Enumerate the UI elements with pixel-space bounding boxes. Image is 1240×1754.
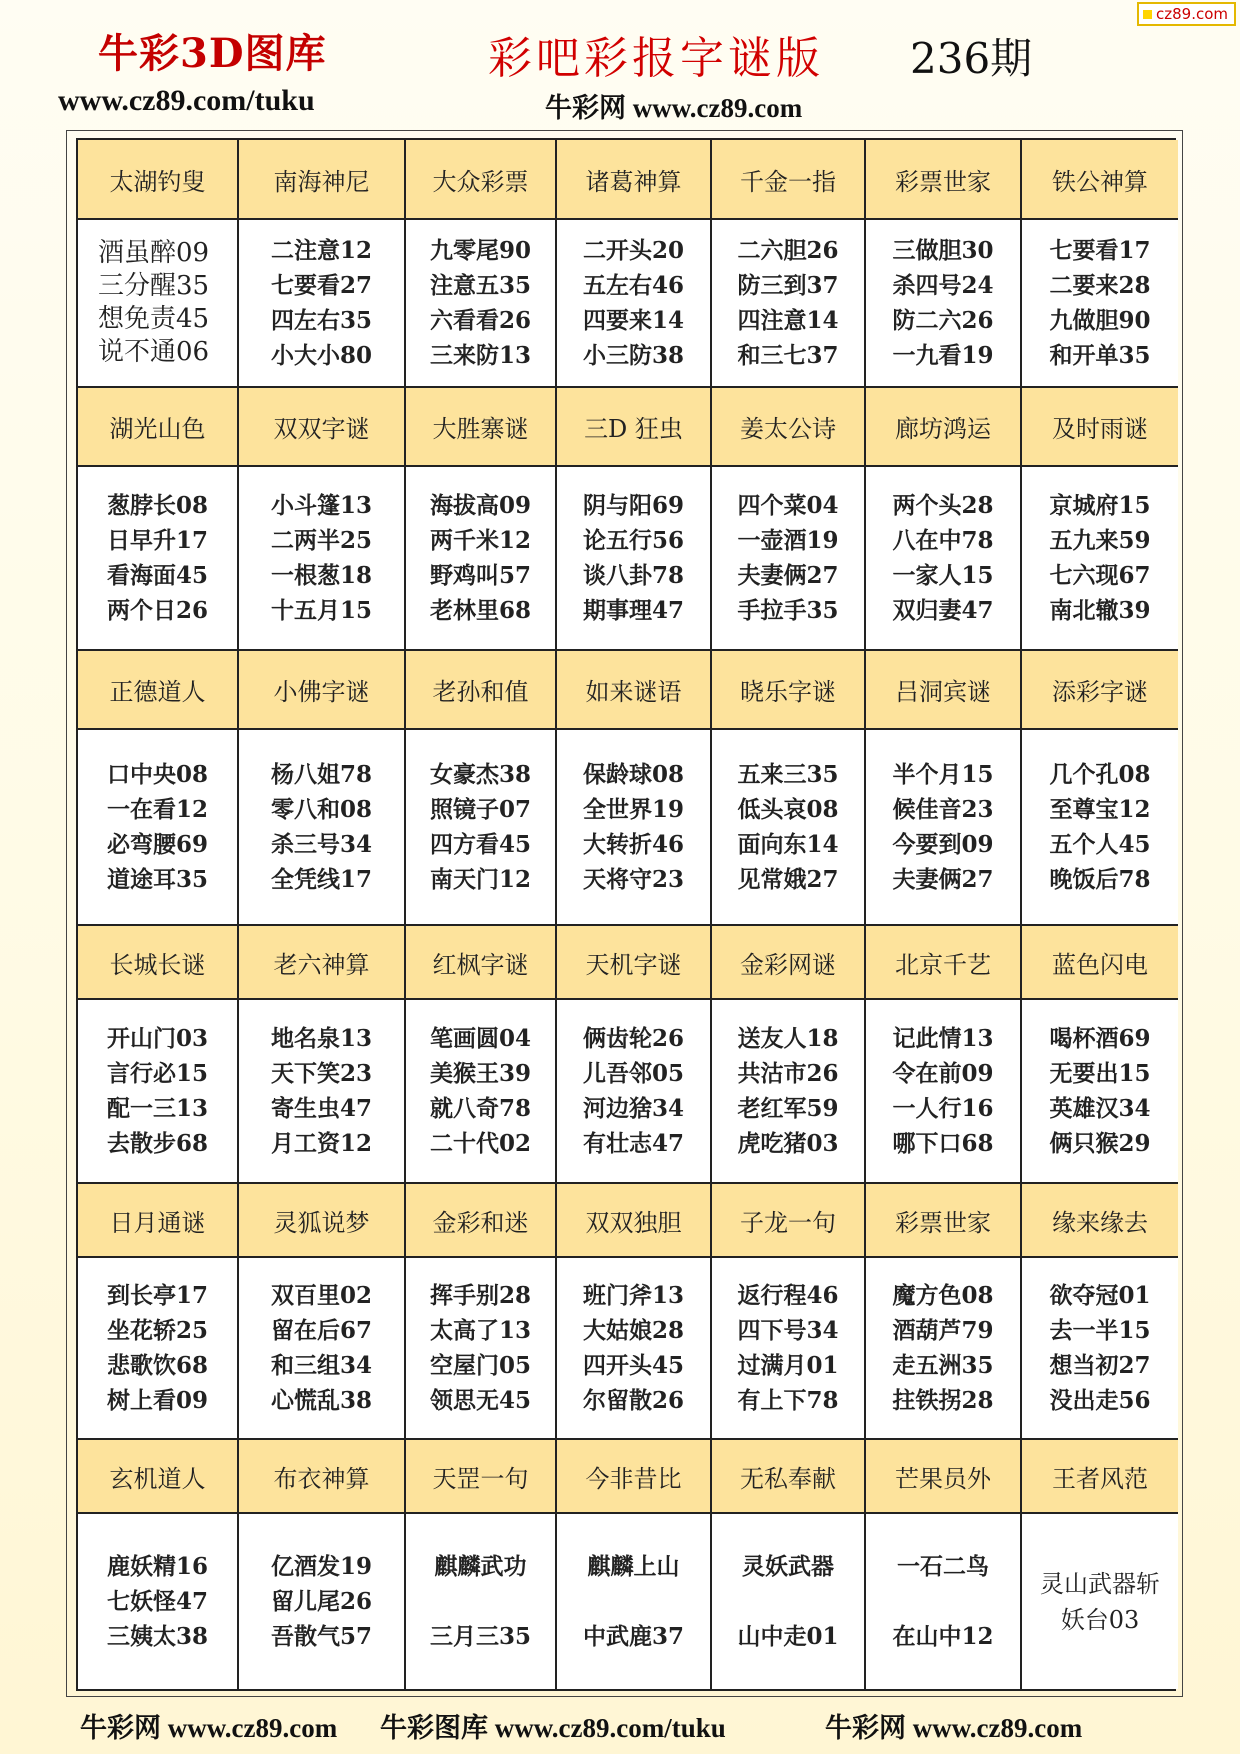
riddle-line: 儿吾邻05 xyxy=(582,1060,684,1087)
riddle-line: 酒虽醉09 xyxy=(98,238,210,268)
riddle-line: 麒麟武功 xyxy=(434,1553,527,1580)
riddle-line: 没出走56 xyxy=(1049,1387,1151,1414)
riddle-line: 杀四号24 xyxy=(892,272,994,299)
riddle-line: 记此情13 xyxy=(892,1025,994,1052)
riddle-cell xyxy=(1022,220,1178,388)
riddle-cell xyxy=(406,220,557,388)
column-header: 彩票世家 xyxy=(866,140,1022,220)
riddle-line: 小斗篷13 xyxy=(270,492,372,519)
riddle-line: 阴与阳69 xyxy=(582,492,684,519)
riddle-cell xyxy=(557,1258,712,1440)
riddle-line: 三来防13 xyxy=(429,342,531,369)
column-header: 小佛字谜 xyxy=(239,651,406,730)
riddle-cell xyxy=(239,730,406,926)
column-header: 三D 狂虫 xyxy=(557,388,712,467)
riddle-line: 三分醒35 xyxy=(98,271,210,301)
riddle-line: 和三组34 xyxy=(270,1352,372,1379)
riddle-cell xyxy=(557,1514,712,1689)
riddle-line: 走五洲35 xyxy=(892,1352,994,1379)
riddle-line: 九零尾90 xyxy=(429,237,531,264)
riddle-line: 道途耳35 xyxy=(106,866,208,893)
riddle-cell xyxy=(866,730,1022,926)
riddle-line: 谈八卦78 xyxy=(582,562,684,589)
riddle-line: 过满月01 xyxy=(737,1352,839,1379)
column-header: 老六神算 xyxy=(239,926,406,1000)
riddle-cell xyxy=(78,1514,239,1689)
riddle-line: 南北辙39 xyxy=(1049,597,1151,624)
riddle-cell xyxy=(866,1514,1022,1689)
column-header: 正德道人 xyxy=(78,651,239,730)
header-site-url[interactable]: 牛彩网 www.cz89.com xyxy=(545,93,803,123)
riddle-line: 一在看12 xyxy=(106,796,208,823)
column-header: 玄机道人 xyxy=(78,1440,239,1514)
riddle-line: 无要出15 xyxy=(1049,1060,1151,1087)
riddle-line: 必弯腰69 xyxy=(106,831,208,858)
riddle-line: 四个菜04 xyxy=(737,492,839,519)
riddle-line: 面向东14 xyxy=(737,831,839,858)
riddle-line: 五个人45 xyxy=(1049,831,1151,858)
column-header: 彩票世家 xyxy=(866,1184,1022,1258)
riddle-line: 四下号34 xyxy=(737,1317,839,1344)
column-header: 金彩网谜 xyxy=(712,926,866,1000)
riddle-line: 亿酒发19 xyxy=(270,1553,372,1580)
riddle-cell xyxy=(239,1000,406,1184)
riddle-cell xyxy=(712,1000,866,1184)
column-header: 如来谜语 xyxy=(557,651,712,730)
riddle-line: 尔留散26 xyxy=(582,1387,684,1414)
brand-title: 牛彩3D图库 xyxy=(98,30,327,77)
column-header: 无私奉献 xyxy=(712,1440,866,1514)
riddle-line: 留儿尾26 xyxy=(270,1588,372,1615)
column-header: 晓乐字谜 xyxy=(712,651,866,730)
riddle-line: 女豪杰38 xyxy=(429,761,531,788)
column-header: 日月通谜 xyxy=(78,1184,239,1258)
riddle-line: 寄生虫47 xyxy=(270,1095,372,1122)
riddle-line: 山中走01 xyxy=(737,1623,839,1650)
riddle-line: 令在前09 xyxy=(892,1060,994,1087)
riddle-line: 防二六26 xyxy=(892,307,994,334)
riddle-line: 挥手别28 xyxy=(429,1282,531,1309)
column-header: 老孙和值 xyxy=(406,651,557,730)
column-header: 长城长谜 xyxy=(78,926,239,1000)
riddle-line: 河边猞34 xyxy=(582,1095,684,1122)
riddle-line: 二开头20 xyxy=(582,237,684,264)
riddle-line: 言行必15 xyxy=(106,1060,208,1087)
riddle-line: 留在后67 xyxy=(270,1317,372,1344)
riddle-line: 两个日26 xyxy=(106,597,208,624)
column-header: 缘来缘去 xyxy=(1022,1184,1178,1258)
riddle-line: 小三防38 xyxy=(582,342,684,369)
riddle-line: 三月三35 xyxy=(429,1623,531,1650)
riddle-line: 去散步68 xyxy=(106,1130,208,1157)
riddle-line: 今要到09 xyxy=(892,831,994,858)
riddle-cell xyxy=(866,467,1022,651)
riddle-line: 共沽市26 xyxy=(737,1060,839,1087)
riddle-line: 哪下口68 xyxy=(892,1130,994,1157)
column-header: 南海神尼 xyxy=(239,140,406,220)
riddle-line: 班门斧13 xyxy=(582,1282,684,1309)
riddle-line: 俩齿轮26 xyxy=(582,1025,684,1052)
riddle-line: 候佳音23 xyxy=(892,796,994,823)
column-header: 大胜寨谜 xyxy=(406,388,557,467)
riddle-line: 返行程46 xyxy=(737,1282,839,1309)
riddle-line: 照镜子07 xyxy=(429,796,531,823)
riddle-line: 见常娥27 xyxy=(737,866,839,893)
riddle-line: 七要看17 xyxy=(1049,237,1151,264)
riddle-line: 天将守23 xyxy=(582,866,684,893)
riddle-line: 一石二鸟 xyxy=(897,1553,989,1580)
riddle-line: 拄铁拐28 xyxy=(892,1387,994,1414)
riddle-line: 大转折46 xyxy=(582,831,684,858)
riddle-line: 晚饭后78 xyxy=(1049,866,1151,893)
riddle-line: 坐花轿25 xyxy=(106,1317,208,1344)
riddle-line: 喝杯酒69 xyxy=(1049,1025,1151,1052)
riddle-cell xyxy=(406,1000,557,1184)
column-header: 千金一指 xyxy=(712,140,866,220)
riddle-line: 送友人18 xyxy=(737,1025,839,1052)
issue-number: 236期 xyxy=(910,34,1033,83)
riddle-line: 一根葱18 xyxy=(270,562,372,589)
riddle-line: 欲夺冠01 xyxy=(1049,1282,1151,1309)
riddle-line: 一九看19 xyxy=(892,342,994,369)
riddle-line: 五九来59 xyxy=(1049,527,1151,554)
riddle-line: 看海面45 xyxy=(106,562,208,589)
riddle-line: 二十代02 xyxy=(429,1130,531,1157)
riddle-line: 月工资12 xyxy=(270,1130,372,1157)
riddle-cell xyxy=(557,1000,712,1184)
riddle-cell xyxy=(557,730,712,926)
riddle-cell xyxy=(78,730,239,926)
riddle-cell xyxy=(406,730,557,926)
riddle-cell xyxy=(557,220,712,388)
riddle-line: 小大小80 xyxy=(270,342,372,369)
riddle-line: 三做胆30 xyxy=(892,237,994,264)
riddle-line: 四左右35 xyxy=(270,307,372,334)
riddle-line: 双百里02 xyxy=(270,1282,372,1309)
riddle-line: 四注意14 xyxy=(737,307,839,334)
column-header: 及时雨谜 xyxy=(1022,388,1178,467)
riddle-line: 太高了13 xyxy=(429,1317,531,1344)
riddle-line: 野鸡叫57 xyxy=(429,562,531,589)
riddle-cell xyxy=(866,1000,1022,1184)
riddle-line: 九做胆90 xyxy=(1049,307,1151,334)
riddle-line: 虎吃猪03 xyxy=(737,1130,839,1157)
riddle-line: 心慌乱38 xyxy=(270,1387,372,1414)
footer-link-middle[interactable]: 牛彩图库 www.cz89.com/tuku xyxy=(380,1713,726,1743)
riddle-cell xyxy=(712,220,866,388)
riddle-line: 悲歌饮68 xyxy=(106,1352,208,1379)
riddle-line: 全世界19 xyxy=(582,796,684,823)
riddle-line: 保龄球08 xyxy=(582,761,684,788)
riddle-cell xyxy=(1022,467,1178,651)
riddle-line: 鹿妖精16 xyxy=(106,1553,208,1580)
column-header: 诸葛神算 xyxy=(557,140,712,220)
column-header: 子龙一句 xyxy=(712,1184,866,1258)
footer-link-left[interactable]: 牛彩网 www.cz89.com xyxy=(80,1713,338,1743)
riddle-line: 想免责45 xyxy=(98,304,210,334)
riddle-line: 两个头28 xyxy=(892,492,994,519)
riddle-line: 几个孔08 xyxy=(1049,761,1151,788)
riddle-line: 和开单35 xyxy=(1049,342,1151,369)
riddle-cell xyxy=(712,730,866,926)
riddle-line: 灵山武器斩妖台03 xyxy=(1040,1569,1160,1634)
riddle-line: 笔画圆04 xyxy=(429,1025,531,1052)
riddle-line: 三姨太38 xyxy=(106,1623,208,1650)
riddle-line: 树上看09 xyxy=(106,1387,208,1414)
column-header: 太湖钓叟 xyxy=(78,140,239,220)
riddle-line: 一壶酒19 xyxy=(737,527,839,554)
column-header: 双双独胆 xyxy=(557,1184,712,1258)
riddle-cell xyxy=(239,1514,406,1689)
column-header: 姜太公诗 xyxy=(712,388,866,467)
column-header: 今非昔比 xyxy=(557,1440,712,1514)
riddle-line: 四方看45 xyxy=(429,831,531,858)
column-header: 铁公神算 xyxy=(1022,140,1178,220)
riddle-line: 两千米12 xyxy=(429,527,531,554)
riddle-line: 配一三13 xyxy=(106,1095,208,1122)
riddle-line: 和三七37 xyxy=(737,342,839,369)
column-header: 廊坊鸿运 xyxy=(866,388,1022,467)
column-header: 天罡一句 xyxy=(406,1440,557,1514)
riddle-cell xyxy=(712,467,866,651)
riddle-line: 七妖怪47 xyxy=(106,1588,208,1615)
riddle-line: 大姑娘28 xyxy=(582,1317,684,1344)
riddle-cell xyxy=(239,1258,406,1440)
footer-link-right[interactable]: 牛彩网 www.cz89.com xyxy=(825,1713,1083,1743)
riddle-line: 日早升17 xyxy=(106,527,208,554)
riddle-line: 五来三35 xyxy=(737,761,839,788)
column-header: 金彩和迷 xyxy=(406,1184,557,1258)
riddle-cell xyxy=(406,1514,557,1689)
riddle-line: 论五行56 xyxy=(582,527,684,554)
riddle-line: 去一半15 xyxy=(1049,1317,1151,1344)
column-header: 布衣神算 xyxy=(239,1440,406,1514)
riddle-line: 一家人15 xyxy=(892,562,994,589)
column-header: 大众彩票 xyxy=(406,140,557,220)
riddle-line: 领思无45 xyxy=(429,1387,531,1414)
riddle-line: 一人行16 xyxy=(892,1095,994,1122)
column-header: 湖光山色 xyxy=(78,388,239,467)
riddle-line: 至尊宝12 xyxy=(1049,796,1151,823)
riddle-line: 地名泉13 xyxy=(270,1025,372,1052)
riddle-line: 二注意12 xyxy=(270,237,372,264)
riddle-line: 俩只猴29 xyxy=(1049,1130,1151,1157)
riddle-line: 零八和08 xyxy=(270,796,372,823)
riddle-cell xyxy=(78,1258,239,1440)
riddle-line: 说不通06 xyxy=(98,337,210,367)
riddle-line: 有壮志47 xyxy=(582,1130,684,1157)
riddle-cell xyxy=(78,467,239,651)
riddle-cell xyxy=(1022,1000,1178,1184)
riddle-line: 低头哀08 xyxy=(737,796,839,823)
riddle-line: 十五月15 xyxy=(270,597,372,624)
riddle-line: 南天门12 xyxy=(429,866,531,893)
riddle-line: 麒麟上山 xyxy=(587,1553,680,1580)
riddle-line: 吾散气57 xyxy=(270,1623,372,1650)
riddle-line: 七六现67 xyxy=(1049,562,1151,589)
riddle-line: 双归妻47 xyxy=(892,597,994,624)
riddle-line: 期事理47 xyxy=(582,597,684,624)
column-header: 芒果员外 xyxy=(866,1440,1022,1514)
riddle-cell xyxy=(406,467,557,651)
riddle-line: 杀三号34 xyxy=(270,831,372,858)
riddle-line: 二两半25 xyxy=(270,527,372,554)
column-header: 天机字谜 xyxy=(557,926,712,1000)
riddle-line: 葱脖长08 xyxy=(106,492,208,519)
badge-square-icon xyxy=(1143,10,1152,19)
column-header: 红枫字谜 xyxy=(406,926,557,1000)
brand-url[interactable]: www.cz89.com/tuku xyxy=(58,84,315,117)
riddle-line: 五左右46 xyxy=(582,272,684,299)
riddle-cell xyxy=(239,220,406,388)
riddle-line: 二六胆26 xyxy=(737,237,839,264)
riddle-line: 注意五35 xyxy=(429,272,531,299)
riddle-line: 杨八姐78 xyxy=(270,761,372,788)
riddle-cell xyxy=(866,1258,1022,1440)
riddle-line: 夫妻俩27 xyxy=(737,562,839,589)
column-header: 双双字谜 xyxy=(239,388,406,467)
riddle-cell xyxy=(78,1000,239,1184)
riddle-line: 老林里68 xyxy=(429,597,531,624)
riddle-line: 天下笑23 xyxy=(270,1060,372,1087)
riddle-line: 六看看26 xyxy=(429,307,531,334)
riddle-line: 七要看27 xyxy=(270,272,372,299)
riddle-line: 手拉手35 xyxy=(737,597,839,624)
riddle-cell xyxy=(239,467,406,651)
riddle-line: 京城府15 xyxy=(1049,492,1151,519)
riddle-line: 四要来14 xyxy=(582,307,684,334)
riddle-line: 夫妻俩27 xyxy=(892,866,994,893)
column-header: 灵狐说梦 xyxy=(239,1184,406,1258)
riddle-cell xyxy=(712,1514,866,1689)
page-title: 彩吧彩报字谜版 xyxy=(488,33,824,84)
column-header: 王者风范 xyxy=(1022,1440,1178,1514)
riddle-line: 想当初27 xyxy=(1049,1352,1151,1379)
riddle-line: 英雄汉34 xyxy=(1049,1095,1151,1122)
riddle-cell xyxy=(866,220,1022,388)
riddle-line: 在山中12 xyxy=(892,1623,994,1650)
riddle-line: 防三到37 xyxy=(737,272,839,299)
riddle-line: 八在中78 xyxy=(892,527,994,554)
riddle-line: 中武鹿37 xyxy=(582,1623,684,1650)
riddle-line: 半个月15 xyxy=(892,761,994,788)
riddle-cell xyxy=(78,220,239,388)
riddle-cell xyxy=(406,1258,557,1440)
riddle-line: 四开头45 xyxy=(582,1352,684,1379)
riddle-line: 二要来28 xyxy=(1049,272,1151,299)
riddle-cell xyxy=(712,1258,866,1440)
riddle-cell xyxy=(557,467,712,651)
riddle-line: 酒葫芦79 xyxy=(892,1317,994,1344)
riddle-line: 到长亭17 xyxy=(106,1282,208,1309)
riddle-cell xyxy=(1022,1514,1178,1689)
riddle-cell xyxy=(1022,730,1178,926)
riddle-line: 魔方色08 xyxy=(892,1282,994,1309)
badge-text: cz89.com xyxy=(1155,5,1228,23)
riddle-line: 全凭线17 xyxy=(270,866,372,893)
riddle-line: 灵妖武器 xyxy=(742,1553,834,1580)
riddle-line: 就八奇78 xyxy=(429,1095,531,1122)
riddle-table xyxy=(76,138,1176,1691)
riddle-line: 老红军59 xyxy=(737,1095,839,1122)
riddle-cell xyxy=(1022,1258,1178,1440)
riddle-line: 美猴王39 xyxy=(429,1060,531,1087)
riddle-line: 海拔高09 xyxy=(429,492,531,519)
riddle-line: 口中央08 xyxy=(106,761,208,788)
riddle-line: 开山门03 xyxy=(106,1025,208,1052)
column-header: 添彩字谜 xyxy=(1022,651,1178,730)
column-header: 吕洞宾谜 xyxy=(866,651,1022,730)
column-header: 北京千艺 xyxy=(866,926,1022,1000)
site-badge[interactable] xyxy=(1137,2,1236,26)
column-header: 蓝色闪电 xyxy=(1022,926,1178,1000)
riddle-line: 空屋门05 xyxy=(429,1352,531,1379)
riddle-line: 有上下78 xyxy=(737,1387,839,1414)
